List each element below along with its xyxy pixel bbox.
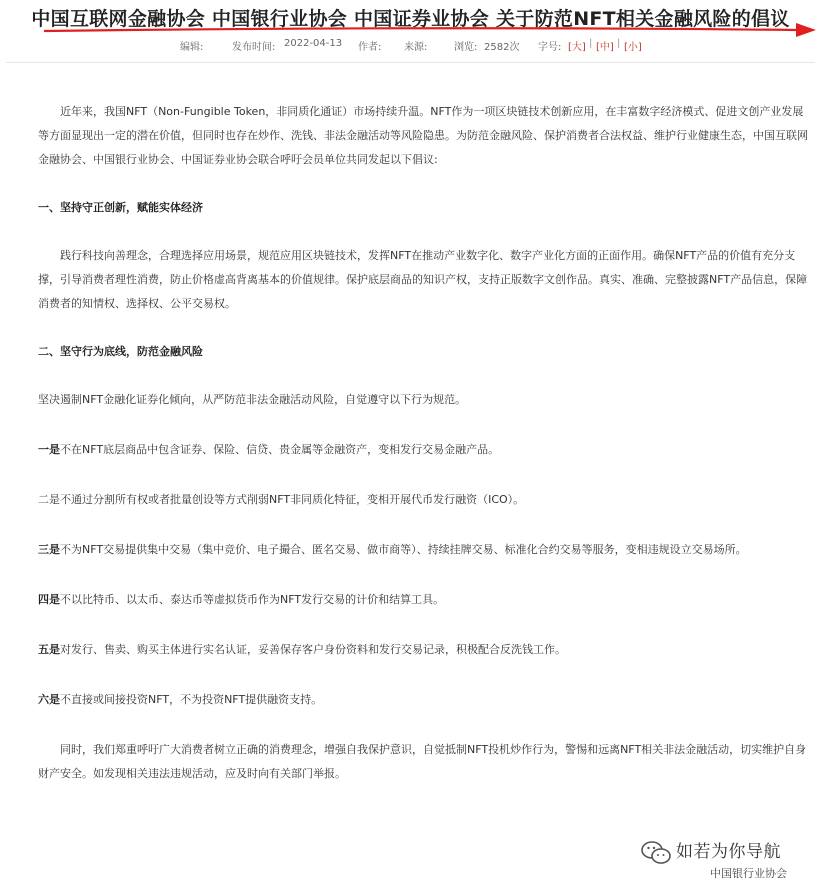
separator: |: [589, 38, 593, 49]
section-paragraph: 坚决遏制NFT金融化证券化倾向，从严防范非法金融活动风险，自觉遵守以下行为规范。: [38, 393, 467, 406]
view-count: 2582次: [484, 42, 520, 53]
font-size-label: 字号:: [538, 42, 562, 53]
list-item: [38, 438, 810, 462]
font-size-medium-button[interactable]: [中]: [596, 42, 614, 53]
section-paragraph: 践行科技向善理念，合理选择应用场景，规范应用区块链技术，发挥NFT在推动产业数字化、数字产业化方面的正面作用。确保NFT产品的价值有充分支撑，引导消费者理性消费，防止价格虚高背离基本的价值规律。保护底层商品的知识产权，支持正版数字文创作品。真实、准确、完整披露NFT产品信息，保障消费者的知情权、选择权、公平交易权。: [38, 249, 808, 310]
section-heading: 一、坚持守正创新，赋能实体经济: [38, 201, 203, 214]
item-lead: 五是: [38, 643, 60, 656]
item-text: 二是不通过分割所有权或者批量创设等方式削弱NFT非同质化特征，变相开展代币发行融资（ICO）。: [38, 493, 525, 506]
item-text: 不以比特币、以太币、泰达币等虚拟货币作为NFT发行交易的计价和结算工具。: [60, 593, 445, 606]
watermark: [630, 835, 820, 885]
author-label: 作者:: [358, 42, 382, 53]
watermark-text: 如若为你导航: [676, 842, 781, 862]
article-body: [38, 78, 810, 786]
list-item: [38, 638, 810, 662]
separator: |: [617, 38, 621, 49]
article-title: 中国互联网金融协会 中国银行业协会 中国证券业协会 关于防范NFT相关金融风险的倡议: [31, 8, 790, 30]
list-item: [38, 538, 810, 562]
item-lead: 四是: [38, 593, 60, 606]
item-text: 对发行、售卖、购买主体进行实名认证，妥善保存客户身份资料和发行交易记录，积极配合反洗钱工作。: [60, 643, 566, 656]
source-label: 来源:: [404, 42, 428, 53]
publish-date: 2022-04-13: [284, 38, 343, 49]
item-text: 不为NFT交易提供集中交易（集中竞价、电子撮合、匿名交易、做市商等）、持续挂牌交易、标准化合约交易等服务，变相违规设立交易场所。: [60, 543, 747, 556]
font-size-large-button[interactable]: [大]: [568, 42, 586, 53]
font-size-small-button[interactable]: [小]: [624, 42, 642, 53]
closing-paragraph: 同时，我们郑重呼吁广大消费者树立正确的消费理念，增强自我保护意识，自觉抵制NFT投机炒作行为，警惕和远离NFT相关非法金融活动，切实维护自身财产安全。如发现相关违法违规活动，应及时向有关部门举报。: [38, 743, 807, 780]
list-item: [38, 488, 810, 512]
views-label: 浏览:: [454, 42, 478, 53]
item-text: 不在NFT底层商品中包含证券、保险、信贷、贵金属等金融资产，变相发行交易金融产品。: [60, 443, 500, 456]
item-lead: 六是: [38, 693, 60, 706]
section-heading: 二、坚守行为底线，防范金融风险: [38, 345, 203, 358]
item-lead: 三是: [38, 543, 60, 556]
list-item: [38, 588, 810, 612]
arrow-right-icon: [44, 22, 816, 38]
article-meta: [0, 38, 821, 54]
list-item: [38, 688, 810, 712]
item-text: 不直接或间接投资NFT，不为投资NFT提供融资支持。: [60, 693, 323, 706]
intro-paragraph: 近年来，我国NFT（Non-Fungible Token，非同质化通证）市场持续升温。NFT作为一项区块链技术创新应用，在丰富数字经济模式、促进文创产业发展等方面显现出一定的潜在价值，但同时也存在炒作、洗钱、非法金融活动等风险隐患。为防范金融风险、保护消费者合法权益、维护行业健康生态，中国互联网金融协会、中国银行业协会、中国证券业协会联合呼吁会员单位共同发起以下倡议:: [38, 105, 808, 166]
editor-label: 编辑:: [180, 42, 204, 53]
watermark-org: 中国银行业协会: [710, 867, 787, 880]
wechat-icon: [640, 840, 672, 866]
date-label: 发布时间:: [232, 42, 276, 53]
header-divider: [6, 62, 815, 63]
item-lead: 一是: [38, 443, 60, 456]
